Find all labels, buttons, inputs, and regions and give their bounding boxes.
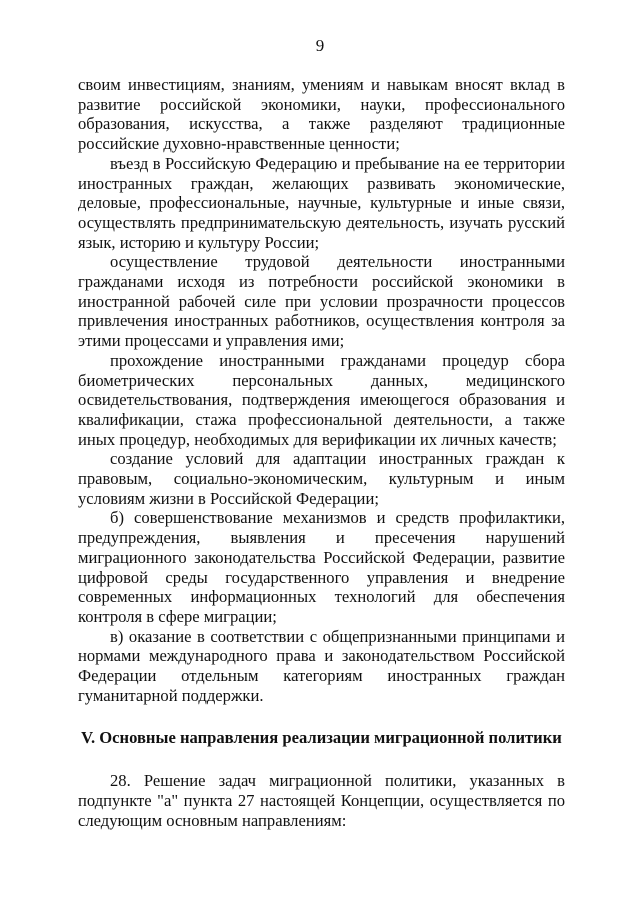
- section-heading: V. Основные направления реализации миграционной политики: [81, 727, 562, 747]
- paragraph-procedures: прохождение иностранными гражданами процедур сбора биометрических персональных данных, медицинского освидетельствования, подтверждения имеющегося образования и квалификации, стажа профессиональной деятельности, а также иных процедур, необходимых для верификации их личных качеств;: [78, 350, 565, 449]
- page-number: 9: [315, 36, 325, 55]
- paragraph-28: 28. Решение задач миграционной политики, указанных в подпункте "а" пункта 27 настоящей Концепции, осуществляется по следующим основным направлениям:: [78, 771, 565, 830]
- paragraph-item-b: б) совершенствование механизмов и средств профилактики, предупреждения, выявления и пресечения нарушений миграционного законодательства Российской Федерации, развитие цифровой среды государственного управления и внедрение современных информационных технологий для обеспечения контроля в сфере миграции;: [78, 508, 565, 626]
- paragraph-entry: въезд в Российскую Федерацию и пребывание на ее территории иностранных граждан, желающих развивать экономические, деловые, профессиональные, научные, культурные и иные связи, осуществлять предпринимательскую деятельность, изучать русский язык, историю и культуру России;: [78, 153, 565, 252]
- paragraph-item-v: в) оказание в соответствии с общепризнанными принципами и нормами международного права и законодательством Российской Федерации отдельным категориям иностранных граждан гуманитарной поддержки.: [78, 626, 565, 705]
- paragraph-continuation: своим инвестициям, знаниям, умениям и навыкам вносят вклад в развитие российской экономики, науки, профессионального образования, искусства, а также разделяют традиционные российские духовно-нравственные ценности;: [78, 75, 565, 154]
- document-body: [78, 75, 565, 830]
- paragraph-adaptation: создание условий для адаптации иностранных граждан к правовым, социально-экономическим, культурным и иным условиям жизни в Российской Федерации;: [78, 449, 565, 508]
- paragraph-labor: осуществление трудовой деятельности иностранными гражданами исходя из потребности российской экономики в иностранной рабочей силе при условии прозрачности процессов привлечения иностранных работников, осуществления контроля за этими процессами и управления ими;: [78, 252, 565, 351]
